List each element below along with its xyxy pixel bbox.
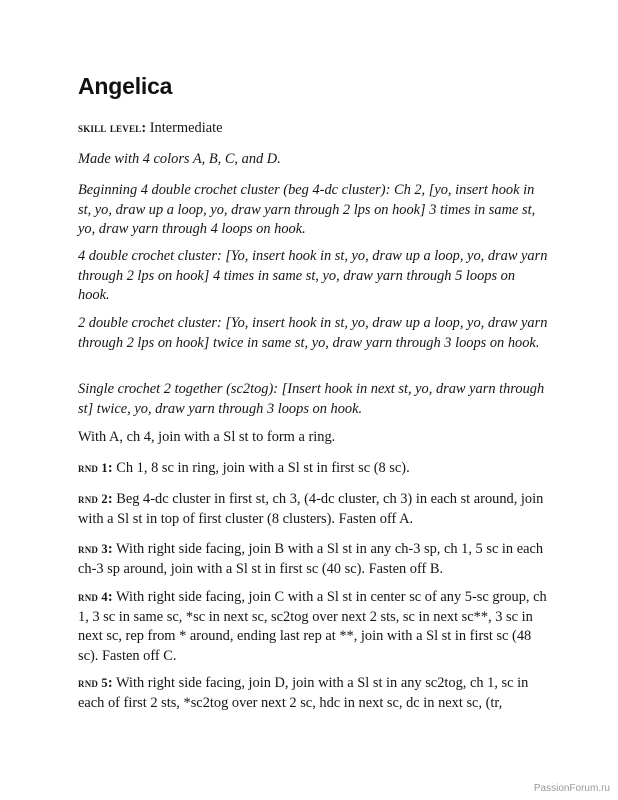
round-4	[78, 588, 548, 666]
round-3-text: With right side facing, join B with a Sl st in any ch-3 sp, ch 1, 5 sc in each ch-3 sp around, join with a Sl st in first sc (40 sc). Fasten off B.	[78, 541, 544, 577]
start-instruction: With A, ch 4, join with a Sl st to form a ring.	[78, 429, 336, 445]
round-1-text: Ch 1, 8 sc in ring, join with a Sl st in first sc (8 sc).	[116, 460, 410, 476]
round-1-colon: :	[107, 460, 113, 476]
round-2	[78, 490, 548, 529]
note-4dc-cluster: 4 double crochet cluster: [Yo, insert hook in st, yo, draw up a loop, yo, draw yarn through 2 lps on hook] 4 times in same st, yo, draw yarn through 5 loops on hook.	[78, 248, 548, 303]
round-4-label: rnd 4	[78, 590, 108, 604]
round-3-colon: :	[107, 541, 113, 557]
skill-level-line	[78, 119, 548, 139]
round-4-colon: :	[107, 589, 113, 605]
round-2-colon: :	[107, 491, 113, 507]
round-1-label: rnd 1	[78, 461, 108, 475]
note-beg-4dc-cluster: Beginning 4 double crochet cluster (beg 4-dc cluster): Ch 2, [yo, insert hook in st, yo, draw up a loop, yo, draw yarn through 2 lps on hook] 3 times in same st, yo, draw yarn through 4 loops on hook.	[78, 182, 536, 237]
round-5	[78, 674, 548, 713]
round-2-text: Beg 4-dc cluster in first st, ch 3, (4-dc cluster, ch 3) in each st around, join with a Sl st in top of first cluster (8 clusters). Fasten off A.	[78, 491, 544, 527]
round-4-text: With right side facing, join C with a Sl st in center sc of any 5-sc group, ch 1, 3 sc in same sc, *sc in next sc, sc2tog over next 2 sts, sc in next sc**, 3 sc in next sc, rep from * around, ending last rep at **, join with a Sl st in first sc (48 sc). Fasten off C.	[78, 589, 547, 664]
round-2-label: rnd 2	[78, 492, 108, 506]
round-1	[78, 459, 548, 479]
skill-level-colon: :	[141, 120, 147, 136]
round-5-colon: :	[107, 675, 113, 691]
note-colors: Made with 4 colors A, B, C, and D.	[78, 151, 281, 167]
skill-level-label: skill level	[78, 121, 142, 135]
watermark: PassionForum.ru	[533, 783, 610, 794]
round-3-label: rnd 3	[78, 542, 108, 556]
skill-level-value: Intermediate	[149, 120, 223, 136]
round-5-label: rnd 5	[78, 676, 108, 690]
round-5-text: With right side facing, join D, join with a Sl st in any sc2tog, ch 1, sc in each of first 2 sts, *sc2tog over next 2 sc, hdc in next sc, dc in next sc, (tr,	[78, 675, 529, 711]
note-2dc-cluster: 2 double crochet cluster: [Yo, insert hook in st, yo, draw up a loop, yo, draw yarn through 2 lps on hook] twice in same st, yo, draw yarn through 3 loops on hook.	[78, 315, 548, 351]
note-sc2tog: Single crochet 2 together (sc2tog): [Insert hook in next st, yo, draw yarn through st] twice, yo, draw yarn through 3 loops on hook.	[78, 381, 545, 417]
pattern-title: Angelica	[78, 73, 173, 99]
round-3	[78, 540, 548, 579]
